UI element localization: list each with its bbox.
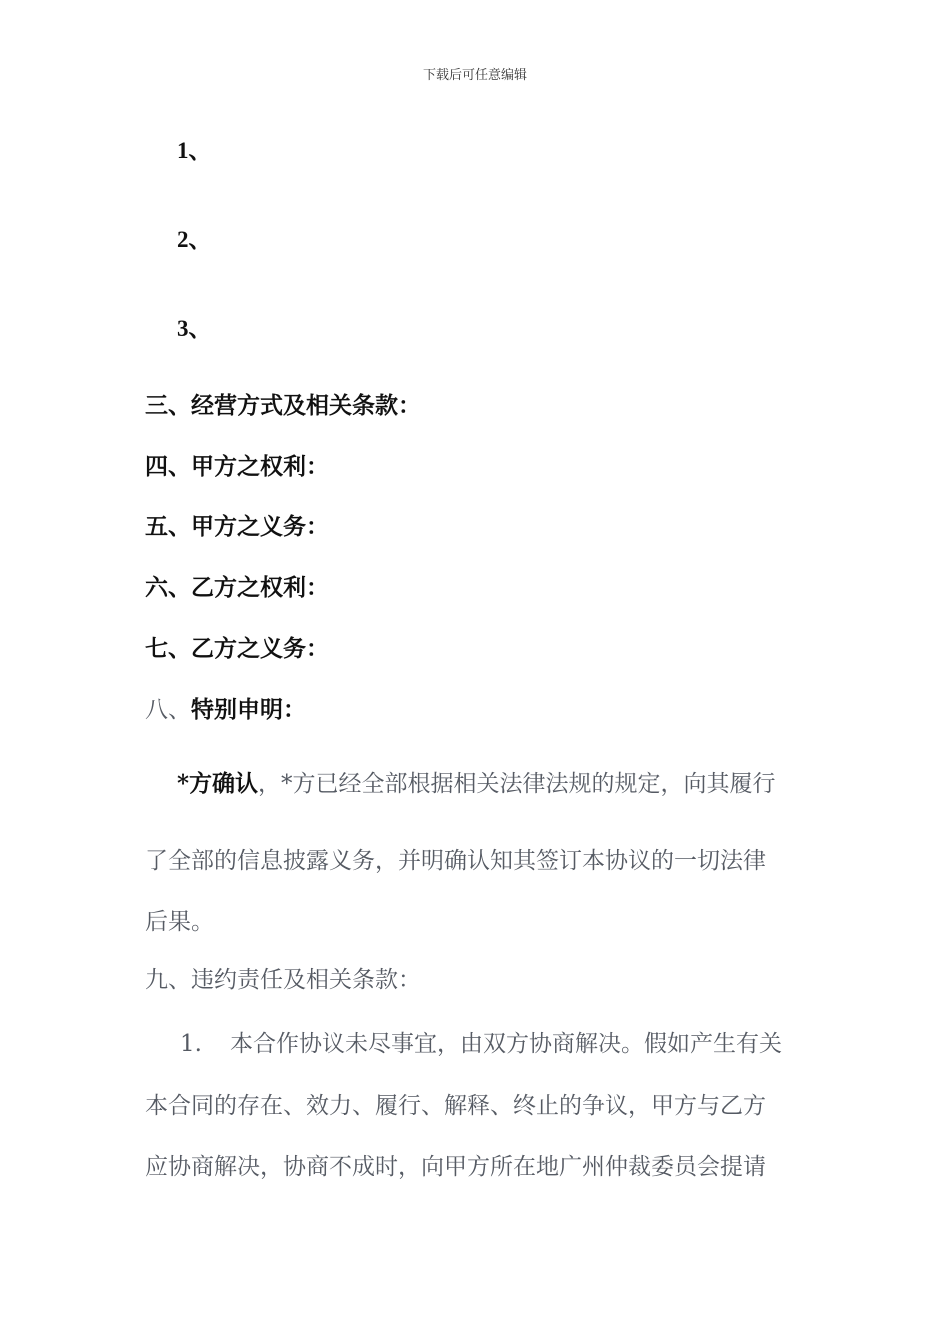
section-7-heading: 七、乙方之义务： [145, 635, 329, 662]
numbered-item-1: 1、 [177, 138, 212, 163]
special-statement-line-1 [177, 765, 837, 798]
section-9-heading: 九、违约责任及相关条款： [145, 967, 421, 993]
special-statement-line-3: 后果。 [145, 909, 214, 935]
special-statement-bold: *方确认 [177, 770, 259, 797]
special-statement-rest: ，*方已经全部根据相关法律法规的规定，向其履行 [258, 771, 776, 797]
clause-1-text-1: 本合作协议未尽事宜，由双方协商解决。假如产生有关 [230, 1031, 782, 1057]
special-statement-line-2: 了全部的信息披露义务，并明确认知其签订本协议的一切法律 [145, 848, 766, 874]
numbered-item-3: 3、 [177, 316, 212, 341]
section-8-title: 特别申明： [191, 696, 306, 723]
section-3-heading: 三、经营方式及相关条款： [145, 392, 421, 419]
page-header: 下载后可任意编辑 [422, 68, 527, 83]
clause-1-line-1 [180, 1025, 840, 1058]
section-4-heading: 四、甲方之权利： [145, 453, 329, 480]
section-5-heading: 五、甲方之义务： [145, 513, 329, 540]
section-8-heading [145, 694, 306, 726]
section-8-prefix: 八、 [145, 697, 191, 723]
clause-1-line-3: 应协商解决，协商不成时，向甲方所在地广州仲裁委员会提请 [145, 1154, 766, 1180]
clause-1-number: 1. [180, 1031, 202, 1057]
numbered-item-2: 2、 [177, 227, 212, 252]
clause-1-line-2: 本合同的存在、效力、履行、解释、终止的争议，甲方与乙方 [145, 1093, 766, 1119]
section-6-heading: 六、乙方之权利： [145, 574, 329, 601]
